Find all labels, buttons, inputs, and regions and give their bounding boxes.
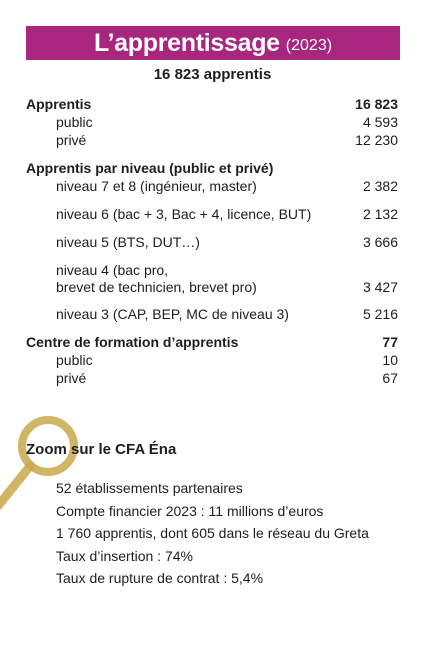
list-item: Compte financier 2023 : 11 millions d’euros: [56, 502, 324, 519]
row-label: niveau 4 (bac pro, brevet de technicien, brevet pro): [56, 262, 257, 295]
row-value: 2 382: [362, 178, 398, 194]
row-label: privé: [56, 370, 87, 386]
row-value: 67: [382, 370, 398, 386]
list-item: Taux d’insertion : 74%: [56, 547, 193, 564]
row-label: Centre de formation d’apprentis: [26, 334, 239, 350]
niveau-row: [26, 306, 398, 323]
cfa-prive-row: [26, 370, 398, 387]
row-value: 3 666: [362, 234, 398, 250]
row-value: 12 230: [355, 132, 398, 148]
zoom-facts-list: [56, 480, 369, 593]
row-label: Apprentis par niveau (public et privé): [26, 160, 274, 176]
row-value: 3 427: [362, 279, 398, 295]
apprentis-row: [26, 96, 398, 113]
list-item: 1 760 apprentis, dont 605 dans le réseau du Greta: [56, 525, 369, 541]
row-label: niveau 6 (bac + 3, Bac + 4, licence, BUT): [56, 206, 312, 222]
row-value: 4 593: [362, 114, 398, 130]
niveaux-heading: [26, 160, 398, 177]
row-value: 2 132: [362, 206, 398, 222]
niveau-row: [26, 178, 398, 195]
row-label: public: [56, 352, 93, 368]
cfa-row: [26, 334, 398, 351]
row-label: niveau 3 (CAP, BEP, MC de niveau 3): [56, 306, 289, 322]
cfa-public-row: [26, 352, 398, 369]
zoom-title: Zoom sur le CFA Éna: [26, 441, 177, 458]
title-banner: [26, 26, 400, 60]
apprentis-prive-row: [26, 132, 398, 149]
title-year: (2023): [285, 36, 333, 54]
row-value: 16 823: [355, 96, 398, 112]
row-label: privé: [56, 132, 87, 148]
list-item: Taux de rupture de contrat : 5,4%: [56, 570, 264, 586]
row-label: niveau 7 et 8 (ingénieur, master): [56, 178, 257, 194]
total-apprentis: 16 823 apprentis: [153, 66, 272, 83]
niveau-row: [26, 206, 398, 223]
apprentis-public-row: [26, 114, 398, 131]
row-value: 10: [382, 352, 398, 368]
row-value: 5 216: [362, 306, 398, 322]
row-label: niveau 5 (BTS, DUT…): [56, 234, 200, 250]
row-label: Apprentis: [26, 96, 92, 112]
niveau-row: [26, 262, 398, 296]
niveau-row: [26, 234, 398, 251]
row-label: public: [56, 114, 93, 130]
row-value: 77: [382, 334, 398, 350]
page-title: L’apprentissage: [93, 28, 280, 57]
list-item: 52 établissements partenaires: [56, 480, 243, 496]
